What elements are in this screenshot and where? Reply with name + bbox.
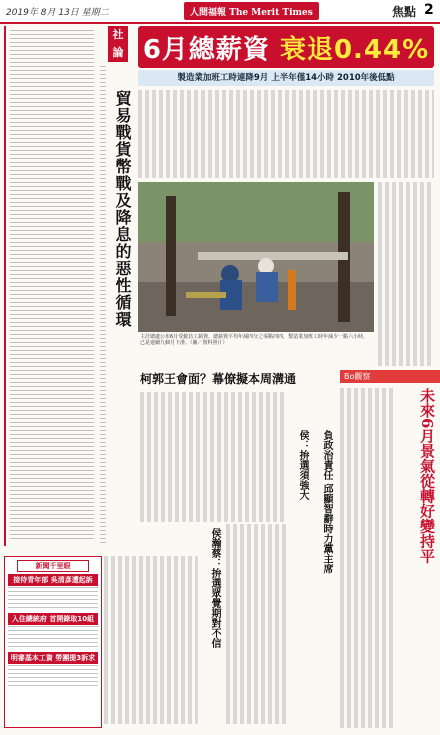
brief-body: [8, 626, 98, 650]
main-story-text-right: [378, 182, 434, 366]
page-number: 2: [424, 2, 434, 18]
main-story-text: [138, 90, 434, 178]
editorial-text-lines-2: [100, 66, 106, 546]
issue-date: 2019年 8月 13日 星期二: [6, 8, 109, 18]
main-subhead: 製造業加班工時連降9月 上半年僅14小時 2010年後低點: [138, 70, 434, 86]
main-headline: [138, 26, 434, 68]
second-story-text-2: [226, 524, 286, 724]
headline-prefix: 6月總薪資: [142, 34, 270, 65]
right-story-title: 未來6月景氣從轉好變持平: [418, 388, 436, 564]
editorial-title: 貿易戰貨幣戰及降息的惡性循環: [113, 90, 132, 328]
workers-photo-illustration: [138, 182, 374, 332]
brief-title: 入住總統府 首開錄取10組: [8, 613, 98, 625]
subhead-b: 侯：拚選須強大: [297, 430, 308, 500]
brief-body: [8, 587, 98, 611]
brief-title: 接待青年部 吳清彥遭起訴: [8, 574, 98, 586]
editorial-body: [0, 26, 96, 546]
second-story-text: [140, 392, 286, 522]
subhead-c: 侯瀚蔡：拚選眾覺期對不信: [209, 528, 220, 648]
brief-title: 明審基本工資 勞團提3訴求: [8, 652, 98, 664]
editorial-text-lines: [10, 30, 94, 542]
photo-caption: 主計總處公布6月受僱員工薪資，總薪資平均年減四分之零點四四，製造業加班工時年減少一點六小時，已是連續九個月下滑。（圖／資料照片）: [140, 334, 369, 346]
briefs-heading: 新聞千里眼: [17, 560, 89, 572]
second-headline: 柯郭王會面？幕僚擬本周溝通: [140, 372, 297, 386]
section-name: 焦點: [392, 5, 417, 19]
editorial-tag: 社論: [108, 26, 128, 62]
right-story-tag: Bo觀察: [340, 370, 440, 383]
subhead-a: 負政治責任 邱顯智辭時力黨主席: [321, 430, 332, 574]
right-story-text: [340, 388, 396, 728]
brief-body: [8, 665, 98, 689]
newspaper-logo: 人間福報 The Merit Times: [184, 2, 319, 20]
headline-highlight: 衰退0.44%: [279, 34, 430, 65]
page-header: [0, 0, 440, 24]
news-photo: [138, 182, 374, 332]
left-rule: [4, 26, 6, 546]
second-story-text-3: [104, 556, 198, 724]
news-briefs-box: [4, 556, 102, 728]
